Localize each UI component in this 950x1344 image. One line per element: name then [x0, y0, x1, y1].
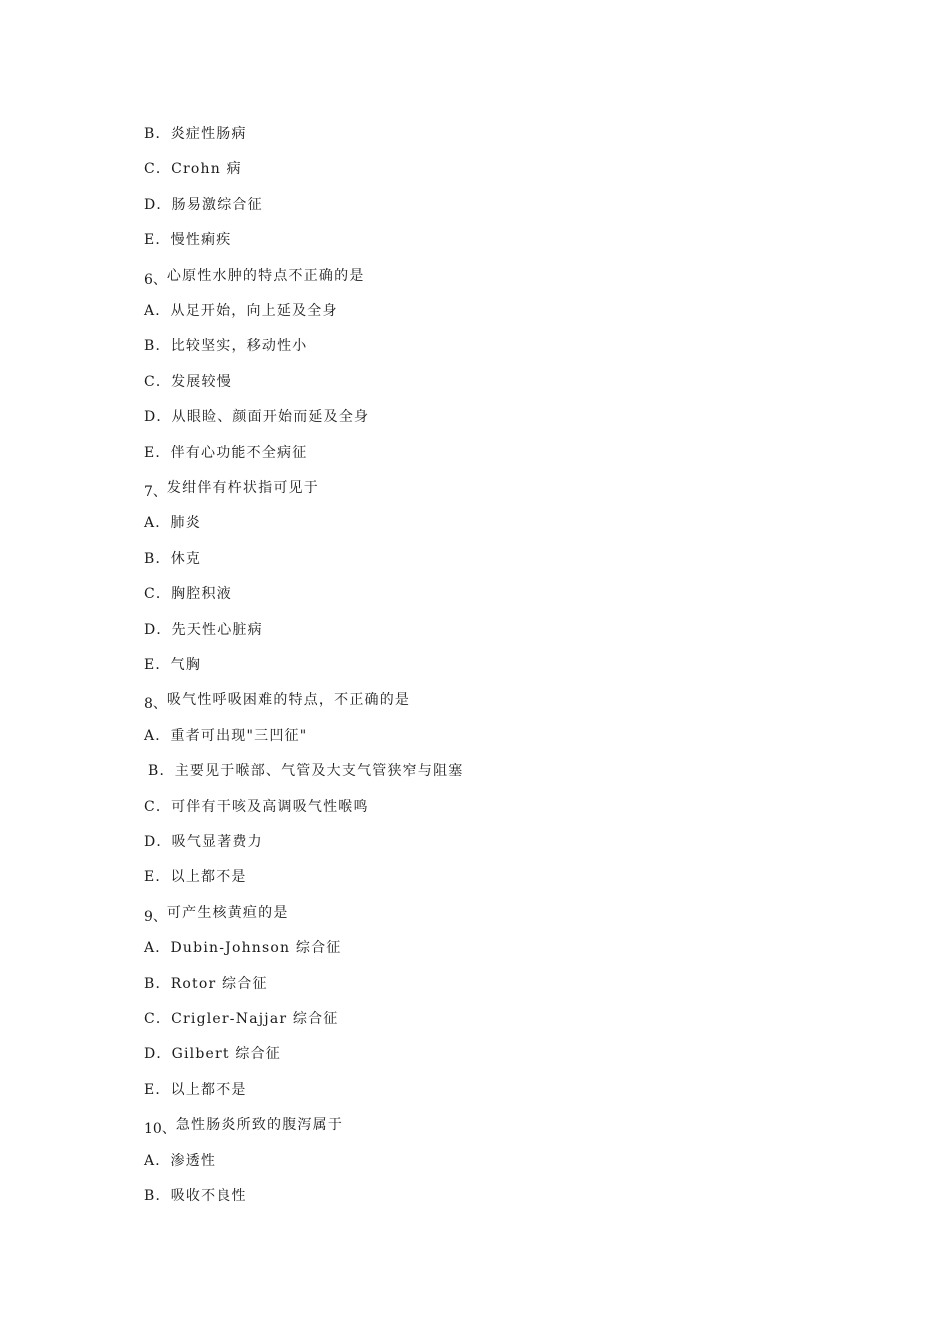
question-text: 心原性水肿的特点不正确的是 [166, 267, 365, 284]
question-number: 7、 [144, 484, 167, 500]
answer-option: E．伴有心功能不全病征 [144, 444, 308, 461]
answer-option: D．从眼睑、颜面开始而延及全身 [144, 409, 370, 426]
answer-option: D．肠易激综合征 [144, 196, 263, 213]
answer-option: C．发展较慢 [144, 373, 232, 390]
question-text: 吸气性呼吸困难的特点，不正确的是 [166, 692, 411, 709]
question-text: 可产生核黄疸的是 [166, 904, 289, 921]
question-text: 发绀伴有杵状指可见于 [166, 480, 319, 496]
answer-option: E．慢性痢疾 [144, 232, 232, 249]
question-number: 9、 [144, 908, 167, 925]
answer-option: A．重者可出现"三凹征" [144, 727, 308, 744]
question-number: 10、 [144, 1121, 176, 1138]
answer-option: E．以上都不是 [144, 869, 247, 886]
answer-option: C．可伴有干咳及高调吸气性喉鸣 [144, 798, 369, 815]
answer-option: B．比较坚实，移动性小 [144, 338, 308, 355]
question-stem [144, 1115, 344, 1138]
answer-option: B．Rotor 综合征 [144, 975, 268, 992]
answer-option: D．Gilbert 综合征 [144, 1046, 281, 1063]
answer-option: D．吸气显著费力 [144, 834, 263, 850]
answer-option: B．主要见于喉部、气管及大支气管狭窄与阻塞 [148, 763, 464, 780]
answer-option: C．胸腔积液 [144, 586, 232, 603]
answer-option: B．休克 [144, 550, 202, 567]
question-number: 8、 [144, 696, 167, 713]
question-stem [144, 478, 319, 498]
answer-option: E．以上都不是 [144, 1081, 247, 1098]
answer-option: A．从足开始，向上延及全身 [144, 303, 338, 319]
answer-option: E．气胸 [144, 657, 202, 673]
answer-option: B．吸收不良性 [144, 1188, 247, 1204]
answer-option: A．肺炎 [144, 515, 201, 532]
question-text: 急性肠炎所致的腹泻属于 [175, 1117, 344, 1134]
answer-option: A．渗透性 [144, 1152, 217, 1169]
question-number: 6、 [144, 271, 167, 288]
question-stem [144, 690, 411, 713]
question-stem [144, 266, 365, 286]
answer-option: A．Dubin-Johnson 综合征 [144, 940, 342, 957]
answer-option: B．炎症性肠病 [144, 126, 247, 142]
answer-option: C．Crohn 病 [144, 161, 242, 178]
answer-option: D．先天性心脏病 [144, 621, 263, 638]
question-stem [144, 903, 289, 923]
answer-option: C．Crigler-Najjar 综合征 [144, 1011, 339, 1027]
